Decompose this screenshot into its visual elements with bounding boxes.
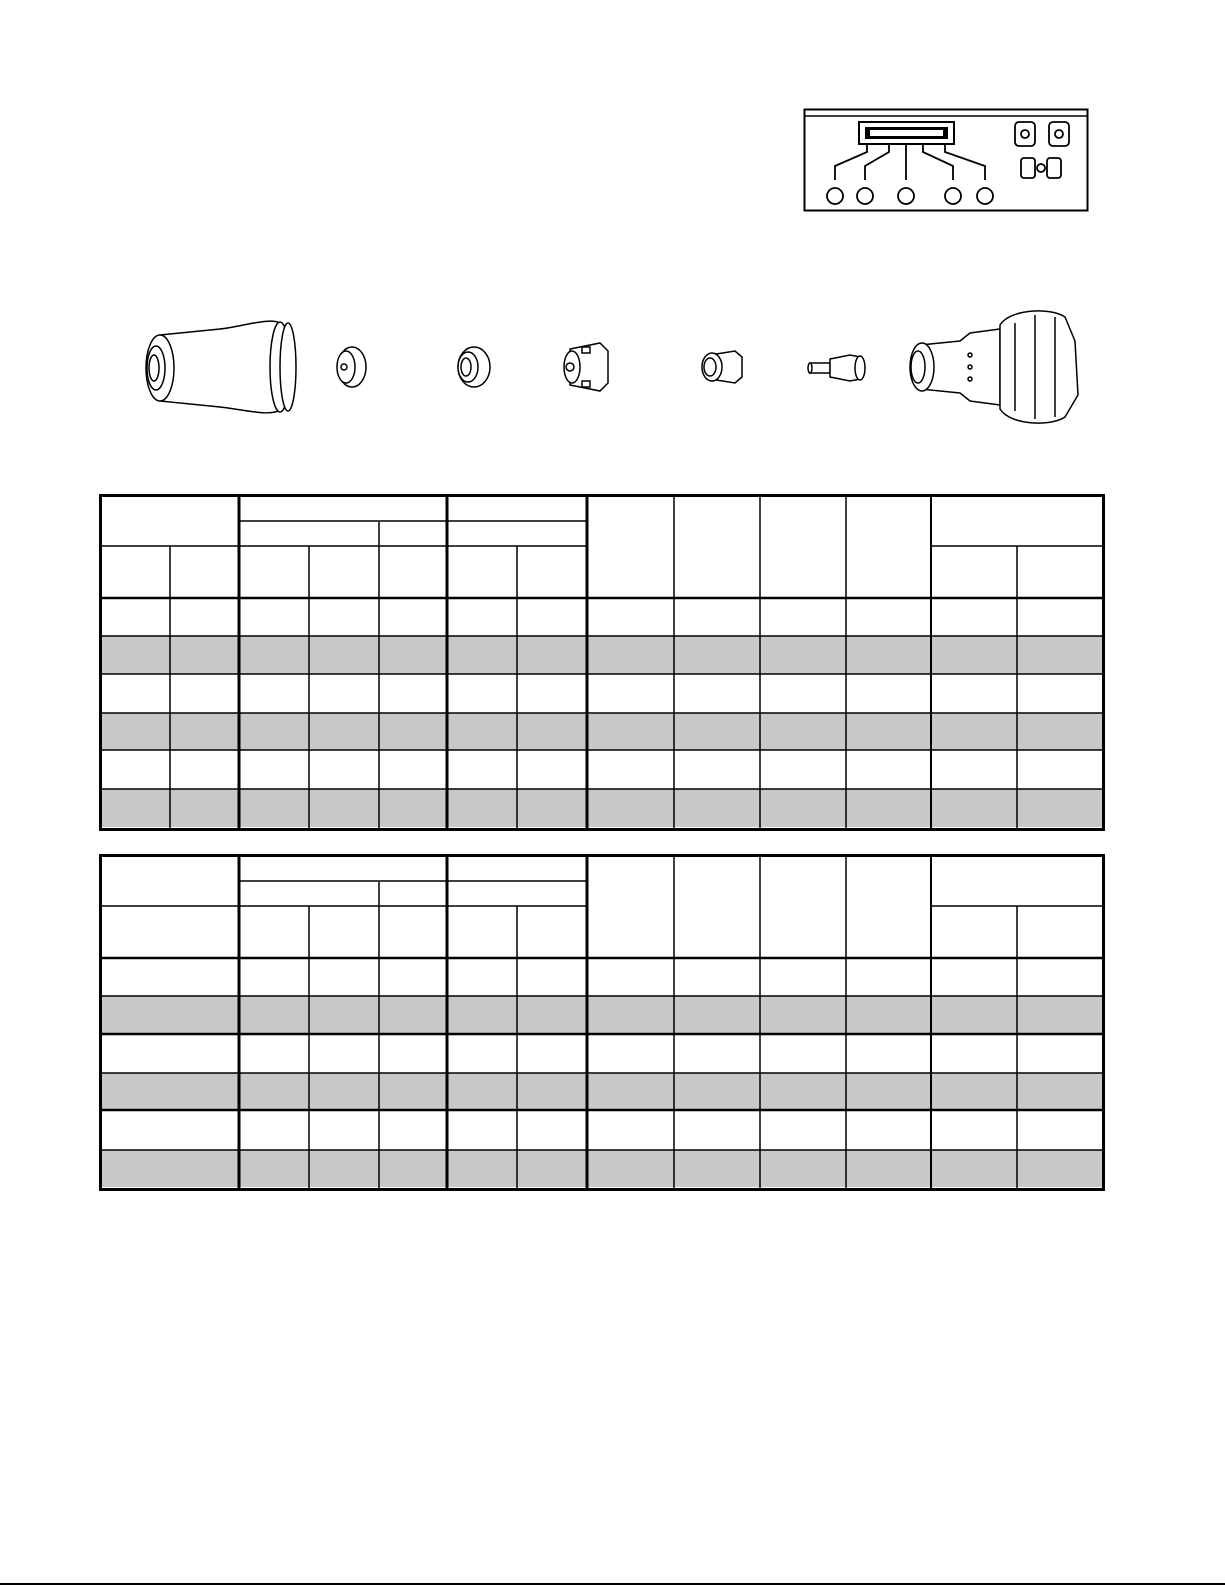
shield-icon — [337, 347, 366, 387]
table-row — [101, 1073, 1103, 1110]
display-window-icon — [859, 122, 954, 144]
knob-1-icon[interactable] — [827, 188, 843, 204]
table-row — [101, 1150, 1103, 1187]
knob-5-icon[interactable] — [977, 188, 993, 204]
torch-head-icon — [910, 311, 1078, 423]
consumables-illustration — [130, 305, 1090, 435]
table-row — [101, 636, 1103, 674]
knob-4-icon[interactable] — [945, 188, 961, 204]
electrode-icon — [808, 355, 865, 381]
control-panel-diagram — [803, 108, 1089, 212]
shield-cap-icon — [146, 321, 296, 413]
cut-chart-table-bottom — [99, 854, 1105, 1191]
table-row — [101, 713, 1103, 750]
table-row — [101, 996, 1103, 1034]
select-switch-right-icon[interactable] — [1047, 158, 1061, 178]
nozzle-icon — [564, 343, 608, 391]
knob-3-icon[interactable] — [898, 188, 914, 204]
table-row — [101, 789, 1103, 827]
cut-chart-table-top — [99, 494, 1105, 831]
control-panel-diagram-icon — [803, 108, 1089, 212]
retaining-cap-icon — [458, 347, 490, 387]
swirl-ring-icon — [702, 351, 742, 383]
knob-2-icon[interactable] — [857, 188, 873, 204]
select-switch-left-icon[interactable] — [1021, 158, 1035, 178]
